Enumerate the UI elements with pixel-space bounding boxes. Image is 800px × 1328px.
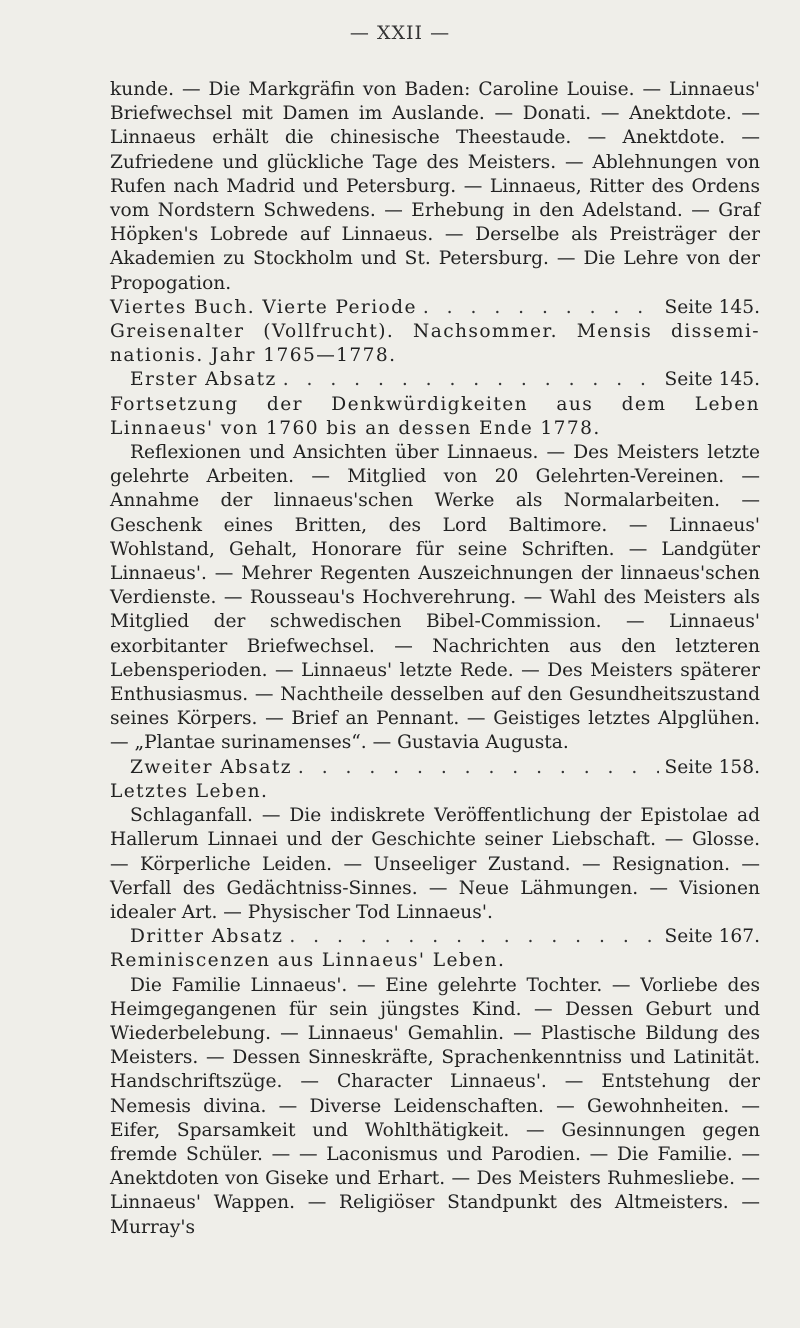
toc-text-block-2: Reflexionen und Ansichten über Linnaeus. — Des Meisters letzte gelehrte Arbeiten. — Mitglied von 20 Gelehrten-Vereinen. — Annahme der linnaeus'schen Werke als Normalarbeiten. — Geschenk eines Britten, des Lord Baltimore. — Linnaeus' Wohlstand, Gehalt, Honorare für seine Schriften. — Landgüter Linnaeus'. — Mehrer Regenten Auszeichnungen der linnaeus'schen Verdienste. — Rousseau's Hochverehrung. — Wahl des Meisters als Mitglied der schwedischen Bibel-Commission. — Linnaeus' exorbitanter Briefwechsel. — Nachrichten aus den letzteren Lebensperioden. — Linnaeus' letzte Rede. — Des Meisters späterer Enthusiasmus. — Nachtheile desselben auf den Gesundheitszustand seines Körpers. — Brief an Pennant. — Geistiges letztes Alpglühen. — „Plantae surinamenses“. — Gustavia Augusta. [110, 442, 760, 754]
toc-entry-label: Zweiter Absatz [130, 756, 292, 778]
toc-entry-page: Seite 158. [664, 756, 760, 778]
toc-leader-dots [423, 296, 659, 320]
table-of-contents [110, 78, 760, 1240]
toc-leader-dots [283, 368, 659, 392]
toc-entry-viertes-buch [110, 296, 760, 320]
toc-entry-dritter-absatz [110, 925, 760, 949]
toc-entry-page: Seite 145. [664, 369, 760, 391]
toc-entry-page: Seite 145. [664, 296, 760, 318]
toc-entry-label: Viertes Buch. Vierte Periode [110, 296, 417, 318]
toc-entry-label: Erster Absatz [130, 369, 277, 391]
toc-entry-page: Seite 167. [664, 926, 760, 948]
page-header-number: — XXII — [349, 22, 451, 44]
toc-entry-zweiter-absatz [110, 756, 760, 780]
toc-leader-dots [289, 925, 658, 949]
toc-section-fortsetzung: Fortsetzung der Denkwürdigkeiten aus dem Leben Linnaeus' von 1760 bis an dessen Ende 1778. [110, 393, 760, 439]
toc-section-reminiscenzen: Reminiscenzen aus Linnaeus' Leben. [110, 950, 506, 972]
toc-text-block-4: Die Familie Linnaeus'. — Eine gelehrte Tochter. — Vorliebe des Heimgegangenen für sein jüngstes Kind. — Dessen Geburt und Wiederbelebung. — Linnaeus' Gemahlin. — Plastische Bildung des Meisters. — Dessen Sinneskräfte, Sprachenkenntniss und Latinität. Handschriftszüge. — Character Linnaeus'. — Entstehung der Nemesis divina. — Diverse Leidenschaften. — Gewohnheiten. — Eifer, Sparsamkeit und Wohlthätigkeit. — Gesinnungen gegen fremde Schüler. — — Laconismus und Parodien. — Die Familie. — Anektdoten von Giseke und Erhart. — Des Meisters Ruhmesliebe. — Linnaeus' Wappen. — Religiöser Standpunkt des Altmeisters. — Murray's [110, 974, 760, 1238]
toc-section-letztes-leben: Letztes Leben. [110, 780, 269, 802]
toc-entry-label: Dritter Absatz [130, 926, 284, 948]
toc-leader-dots [298, 756, 659, 780]
toc-text-block-3: Schlaganfall. — Die indiskrete Veröffentlichung der Epistolae ad Hallerum Linnaei und der Geschichte seiner Liebschaft. — Glosse. — Körperliche Leiden. — Unseeliger Zustand. — Resignation. — Verfall des Gedächtniss-Sinnes. — Neue Lähmungen. — Visionen idealer Art. — Physischer Tod Linnaeus'. [110, 805, 760, 923]
toc-entry-erster-absatz [110, 368, 760, 392]
toc-text-block-1: kunde. — Die Markgräfin von Baden: Caroline Louise. — Linnaeus' Briefwechsel mit Damen im Auslande. — Donati. — Anektdote. — Linnaeus erhält die chinesische Theestaude. — Anektdote. — Zufriedene und glückliche Tage des Meisters. — Ablehnungen von Rufen nach Madrid und Petersburg. — Linnaeus, Ritter des Ordens vom Nordstern Schwedens. — Erhebung in den Adelstand. — Graf Höpken's Lobrede auf Linnaeus. — Derselbe als Preisträger der Akademien zu Stockholm und St. Petersburg. — Die Lehre von der Propogation. [110, 79, 760, 294]
toc-section-greisenalter: Greisenalter (Vollfrucht). Nachsommer. Mensis dissemi-nationis. Jahr 1765—1778. [110, 321, 760, 367]
